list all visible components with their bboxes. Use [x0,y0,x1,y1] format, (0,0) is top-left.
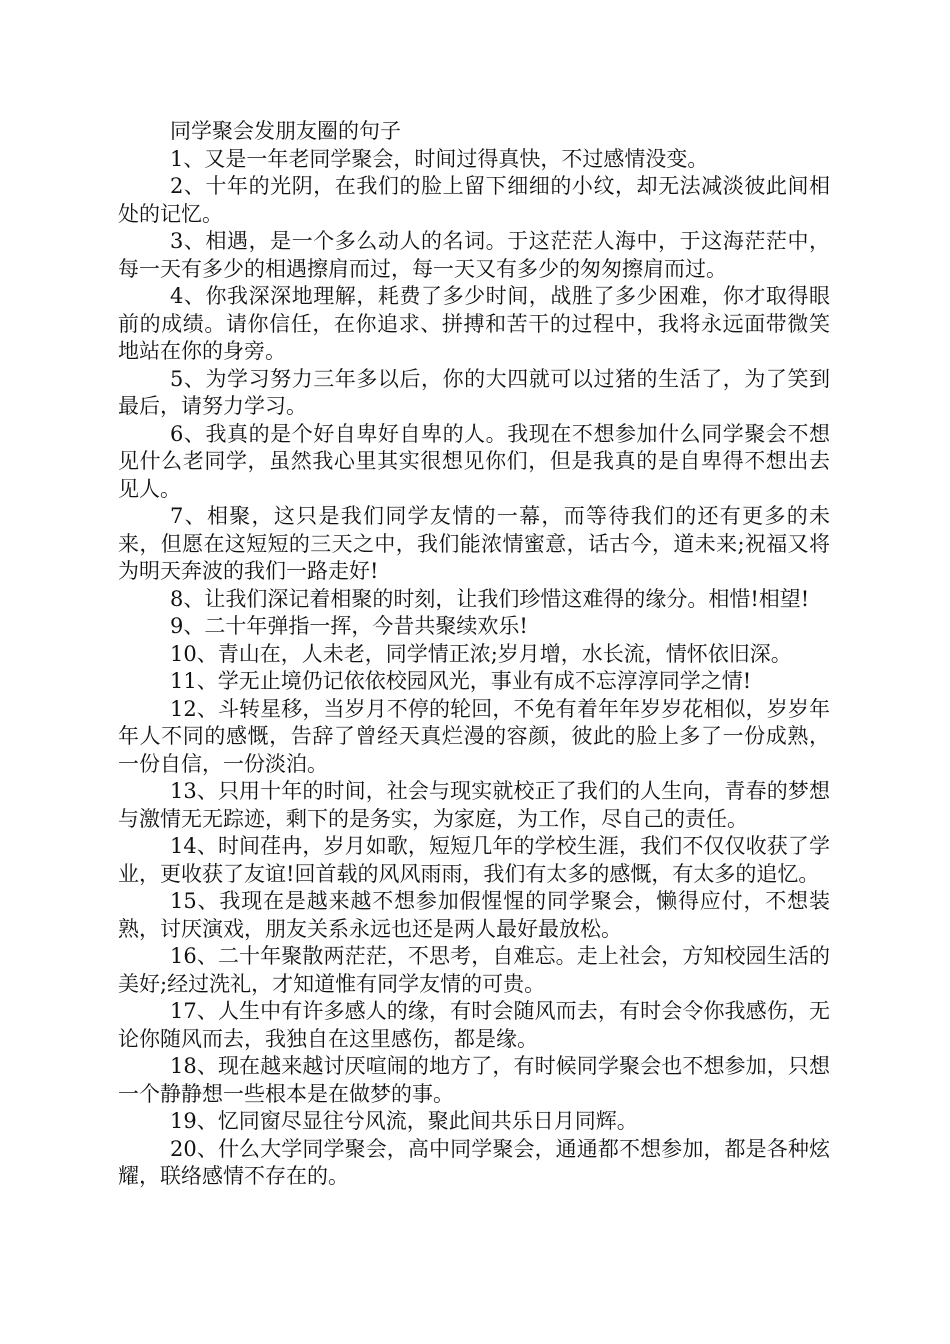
sentence-item-19: 19、忆同窗尽显往兮风流，聚此间共乐日月同辉。 [170,1109,638,1133]
sentence-item-8: 8、让我们深记着相聚的时刻，让我们珍惜这难得的缘分。相惜!相望! [170,586,810,611]
sentence-item-9: 9、二十年弹指一挥，今昔共聚续欢乐! [170,614,528,638]
sentence-item-17: 17、人生中有许多感人的缘，有时会随风而去，有时会令你我感伤，无论你随风而去，我独自在这里感伤，都是缘。 [118,999,830,1051]
sentence-item-13: 13、只用十年的时间，社会与现实就校正了我们的人生向，青春的梦想与激情无无踪迹，剩下的是务实，为家庭，为工作，尽自己的责任。 [118,779,830,831]
sentence-item-11: 11、学无止境仍记依依校园风光，事业有成不忘淳淳同学之情! [170,669,752,693]
sentence-item-18: 18、现在越来越讨厌喧闹的地方了，有时候同学聚会也不想参加，只想一个静静想一些根本是在做梦的事。 [118,1054,830,1106]
sentence-item-1: 1、又是一年老同学聚会，时间过得真快，不过感情没变。 [170,146,709,171]
sentence-item-3: 3、相遇，是一个多么动人的名词。于这茫茫人海中，于这海茫茫中，每一天有多少的相遇擦肩而过，每一天又有多少的匆匆擦肩而过。 [118,229,830,281]
sentence-item-5: 5、为学习努力三年多以后，你的大四就可以过猪的生活了，为了笑到最后，请努力学习。 [118,366,830,418]
document-title: 同学聚会发朋友圈的句子 [170,119,401,143]
sentence-item-10: 10、青山在，人未老，同学情正浓;岁月增，水长流，情怀依旧深。 [170,641,792,666]
sentence-item-20: 20、什么大学同学聚会，高中同学聚会，通通都不想参加，都是各种炫耀，联络感情不存在的。 [118,1136,830,1188]
sentence-item-15: 15、我现在是越来越不想参加假惺惺的同学聚会，懒得应付，不想装熟，讨厌演戏，朋友关系永远也还是两人最好最放松。 [118,889,830,941]
sentence-item-4: 4、你我深深地理解，耗费了多少时间，战胜了多少困难，你才取得眼前的成绩。请你信任，在你追求、拼搏和苦干的过程中，我将永远面带微笑地站在你的身旁。 [118,284,830,363]
sentence-item-2: 2、十年的光阴，在我们的脸上留下细细的小纹，却无法减淡彼此间相处的记忆。 [118,174,830,226]
sentence-item-12: 12、斗转星移，当岁月不停的轮回，不免有着年年岁岁花相似，岁岁年年人不同的感慨，告辞了曾经天真烂漫的容颜，彼此的脸上多了一份成熟，一份自信，一份淡泊。 [118,696,830,776]
document-page [118,118,830,1191]
sentence-item-16: 16、二十年聚散两茫茫，不思考，自难忘。走上社会，方知校园生活的美好;经过洗礼，才知道惟有同学友情的可贵。 [118,944,830,996]
sentence-item-14: 14、时间荏冉，岁月如歌，短短几年的学校生涯，我们不仅仅收获了学业，更收获了友谊!回首载的风风雨雨，我们有太多的感慨，有太多的追忆。 [118,834,830,886]
sentence-item-7: 7、相聚，这只是我们同学友情的一幕，而等待我们的还有更多的未来，但愿在这短短的三天之中，我们能浓情蜜意，话古今，道未来;祝福又将为明天奔波的我们一路走好! [118,504,830,583]
sentence-item-6: 6、我真的是个好自卑好自卑的人。我现在不想参加什么同学聚会不想见什么老同学，虽然我心里其实很想见你们，但是我真的是自卑得不想出去见人。 [118,421,830,501]
sentence-list [118,146,830,1191]
